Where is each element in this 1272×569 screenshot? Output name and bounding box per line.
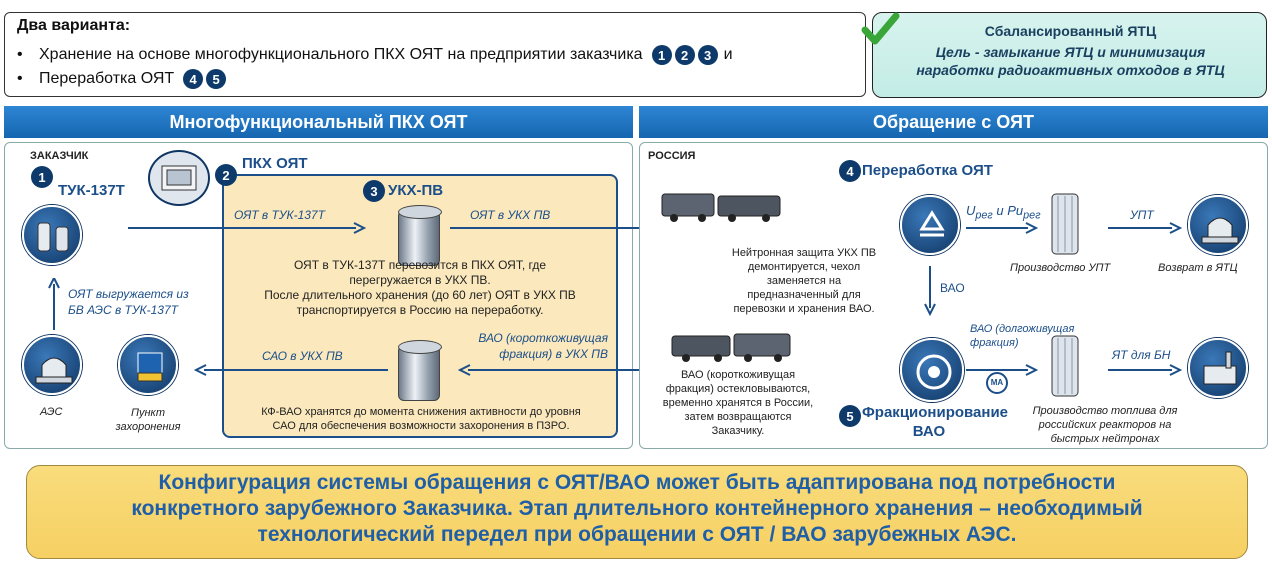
label-vao: ВАО (940, 281, 965, 295)
neutron-line-5: перевозки и хранения ВАО. (733, 303, 875, 315)
and-text: и (992, 203, 1008, 218)
bullet: • (17, 46, 23, 63)
fuel-assembly-icon (1040, 188, 1090, 260)
neutron-line-2: демонтируется, чехол (747, 261, 861, 273)
vao-long-line-2: фракция) (970, 337, 1019, 349)
label-unload (68, 286, 189, 318)
pkx-desc-line-2: перегружается в УКХ ПВ. (349, 273, 491, 287)
arrow-sao-to-burial (194, 362, 390, 378)
vao-long-line-1: ВАО (долгоживущая (970, 323, 1075, 335)
fast-fuel-assembly-icon (1040, 330, 1090, 402)
train-return-icon (670, 330, 794, 364)
arrow-to-upt-production (966, 220, 1040, 236)
variants-title: Два варианта: (17, 17, 131, 34)
kf-vao-description (226, 405, 616, 433)
fuel-line-2: российских реакторов на (1038, 419, 1172, 431)
kf-line-2: САО для обеспечения возможности захоронения в ПЗРО. (272, 420, 570, 432)
step-badge-3-diagram: 3 (363, 180, 385, 202)
label-yat-bn: ЯТ для БН (1112, 348, 1171, 362)
kf-line-1: КФ-ВАО хранятся до момента снижения активности до уровня (261, 406, 581, 418)
vit-line-4: затем возвращаются (684, 411, 792, 423)
pu-reg-sub: рег (1023, 209, 1041, 222)
bullet: • (17, 70, 23, 87)
fuel-line-3: быстрых нейтронах (1050, 433, 1160, 445)
pkx-desc-line-4: транспортируется в Россию на переработку. (296, 303, 544, 317)
step-badge-3: 3 (698, 45, 718, 65)
u-reg-sub: рег (975, 209, 993, 222)
balanced-fuel-cycle-goal (873, 43, 1268, 79)
tuk-cask-icon (22, 205, 82, 265)
section-header-left: Многофункциональный ПКХ ОЯТ (4, 106, 633, 138)
fraction-line-2: ВАО (912, 423, 946, 440)
step-badge-1-diagram: 1 (31, 166, 53, 188)
step-badge-2-diagram: 2 (215, 164, 237, 186)
conclusion-line-1: Конфигурация системы обращения с ОЯТ/ВАО может быть адаптирована под потребности (158, 471, 1116, 494)
label-upt: УПТ (1130, 208, 1154, 222)
burial-label (110, 406, 186, 434)
fuel-line-1: Производство топлива для (1032, 405, 1178, 417)
fractionation-glyph-icon (902, 340, 966, 404)
customer-label: ЗАКАЗЧИК (30, 150, 89, 162)
vao-short-line-1: ВАО (короткоживущая (478, 331, 608, 345)
label-u-pu-reg (966, 203, 1041, 222)
pkx-description (230, 258, 610, 318)
minor-actinides-badge: MA (986, 372, 1008, 394)
burial-site-icon (118, 335, 178, 395)
arrow-to-fast-reactor (1108, 362, 1184, 378)
neutron-line-3: заменяется на (766, 275, 842, 287)
vit-line-5: Заказчику. (711, 425, 765, 437)
reactor-return-glyph-icon (1190, 197, 1250, 257)
fractionation-title (862, 403, 1009, 441)
pkx-desc-line-3: После длительного хранения (до 60 лет) ОЯТ в УКХ ПВ (264, 288, 576, 302)
return-npp-icon (1188, 195, 1248, 255)
u-symbol: U (966, 203, 976, 218)
fuel-production-label (1030, 404, 1180, 446)
ukx-title: УКХ-ПВ (388, 182, 444, 199)
balanced-fuel-cycle-title: Сбалансированный ЯТЦ (984, 23, 1157, 39)
recycle-icon (900, 195, 960, 255)
step-badge-5-diagram: 5 (839, 405, 861, 427)
fraction-line-1: Фракционирование (862, 404, 1009, 421)
goal-line-1: Цель - замыкание ЯТЦ и минимизация (935, 44, 1206, 60)
step-badge-1: 1 (652, 45, 672, 65)
processing-title: Переработка ОЯТ (862, 162, 993, 179)
unload-line-1: ОЯТ выгружается из (68, 287, 189, 301)
pu-symbol: Pu (1007, 203, 1024, 218)
pkx-building-icon (148, 150, 210, 206)
vit-line-1: ВАО (короткоживущая (680, 369, 796, 381)
label-oyat-tuk: ОЯТ в ТУК-137Т (234, 208, 325, 222)
pkx-desc-line-1: ОЯТ в ТУК-137Т перевозится в ПКХ ОЯТ, где (293, 258, 546, 272)
label-oyat-ukx: ОЯТ в УКХ ПВ (470, 208, 551, 222)
pkx-title: ПКХ ОЯТ (242, 155, 308, 172)
vit-line-2: фракция) остекловываются, (665, 383, 811, 395)
arrow-unload-up (46, 278, 62, 332)
reactor-glyph-icon (24, 337, 84, 397)
vao-short-line-2: фракция) в УКХ ПВ (499, 347, 608, 361)
arrow-to-return (1108, 220, 1184, 236)
variant-storage-row (17, 45, 733, 65)
arrow-to-ukx (128, 220, 368, 236)
variant-processing-text: Переработка ОЯТ (39, 70, 175, 87)
variant-storage-text: Хранение на основе многофункционального ПКХ ОЯТ на предприятии заказчика (39, 46, 643, 63)
step-badge-4-diagram: 4 (839, 160, 861, 182)
section-header-right: Обращение с ОЯТ (639, 106, 1268, 138)
repository-glyph-icon (120, 337, 180, 397)
step-badge-4: 4 (183, 69, 203, 89)
fractionation-icon (900, 338, 964, 402)
tuk-title: ТУК-137Т (58, 182, 125, 199)
conclusion-line-2: конкретного зарубежного Заказчика. Этап длительного контейнерного хранения – необходимый (131, 497, 1143, 520)
recycle-glyph-icon (902, 197, 962, 257)
label-sao: САО в УКХ ПВ (262, 349, 343, 363)
train-icon (660, 190, 784, 224)
vitrification-description (648, 368, 828, 438)
upt-production-label: Производство УПТ (1010, 262, 1111, 274)
npp-icon (22, 335, 82, 395)
storage-facility-glyph-icon (150, 152, 208, 204)
checkmark-icon (860, 10, 900, 50)
goal-line-2: наработки радиоактивных отходов в ЯТЦ (916, 62, 1225, 78)
npp-label: АЭС (40, 406, 63, 418)
variant-and: и (723, 46, 733, 63)
vit-line-3: временно хранятся в России, (662, 397, 814, 409)
conclusion-text (26, 470, 1248, 548)
neutron-line-1: Нейтронная защита УКХ ПВ (731, 247, 877, 259)
arrow-vao-down (922, 266, 938, 316)
casks-glyph-icon (24, 207, 84, 267)
neutron-line-4: предназначенный для (747, 289, 861, 301)
unload-line-2: БВ АЭС в ТУК-137Т (68, 303, 178, 317)
label-vao-short (452, 330, 608, 362)
ukx-cask-vao-icon (398, 345, 440, 401)
burial-line-1: Пункт (130, 407, 165, 419)
return-label: Возврат в ЯТЦ (1158, 262, 1238, 274)
neutron-protection-description (704, 246, 904, 316)
variant-processing-row (17, 69, 226, 89)
fast-reactor-icon (1188, 338, 1248, 398)
conclusion-line-3: технологический передел при обращении с ОЯТ / ВАО зарубежных АЭС. (257, 523, 1017, 546)
burial-line-2: захоронения (115, 421, 181, 433)
step-badge-5: 5 (206, 69, 226, 89)
step-badge-2: 2 (675, 45, 695, 65)
balanced-fuel-cycle-box (872, 12, 1267, 98)
variants-box (4, 12, 866, 97)
fast-reactor-glyph-icon (1190, 340, 1250, 400)
russia-label: РОССИЯ (648, 150, 696, 162)
